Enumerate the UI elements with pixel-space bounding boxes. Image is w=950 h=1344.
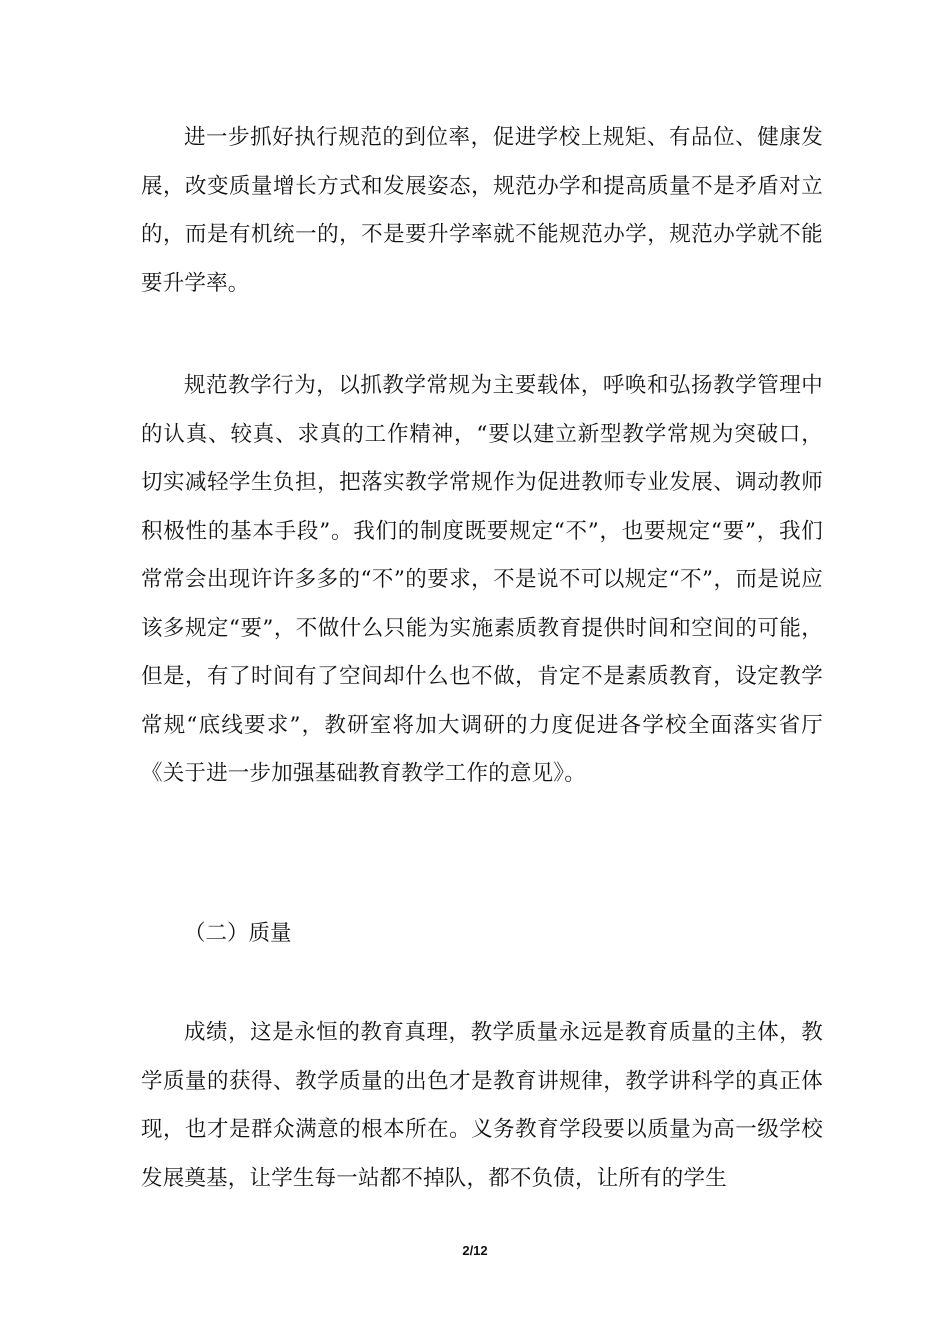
section-heading: （二）质量 — [184, 921, 292, 946]
paragraph-3: 成绩，这是永恒的教育真理，教学质量永远是教育质量的主体，教学质量的获得、教学质量的出色才是教育讲规律，教学讲科学的真正体现，也才是群众满意的根本所在。义务教育学段要以质量为高一级学校发展奠基，让学生每一站都不掉队，都不负债，让所有的学生 — [141, 1020, 823, 1191]
paragraph-1: 进一步抓好执行规范的到位率，促进学校上规矩、有品位、健康发展，改变质量增长方式和发展姿态，规范办学和提高质量不是矛盾对立的，而是有机统一的，不是要升学率就不能规范办学，规范办学就不能要升学率。 — [141, 125, 823, 296]
paragraph-2: 规范教学行为，以抓教学常规为主要载体，呼唤和弘扬教学管理中的认真、较真、求真的工作精神，“要以建立新型教学常规为突破口，切实减轻学生负担，把落实教学常规作为促进教师专业发展、调动教师积极性的基本手段”。我们的制度既要规定“不”，也要规定“要”，我们常常会出现许许多多的“不”的要求，不是说不可以规定“不”，而是说应该多规定“要”，不做什么只能为实施素质教育提供时间和空间的可能，但是，有了时间有了空间却什么也不做，肯定不是素质教育，设定教学常规“底线要求”，教研室将加大调研的力度促进各学校全面落实省厅《关于进一步加强基础教育教学工作的意见》。 — [141, 373, 823, 786]
page-number: 2/12 — [462, 1243, 488, 1258]
